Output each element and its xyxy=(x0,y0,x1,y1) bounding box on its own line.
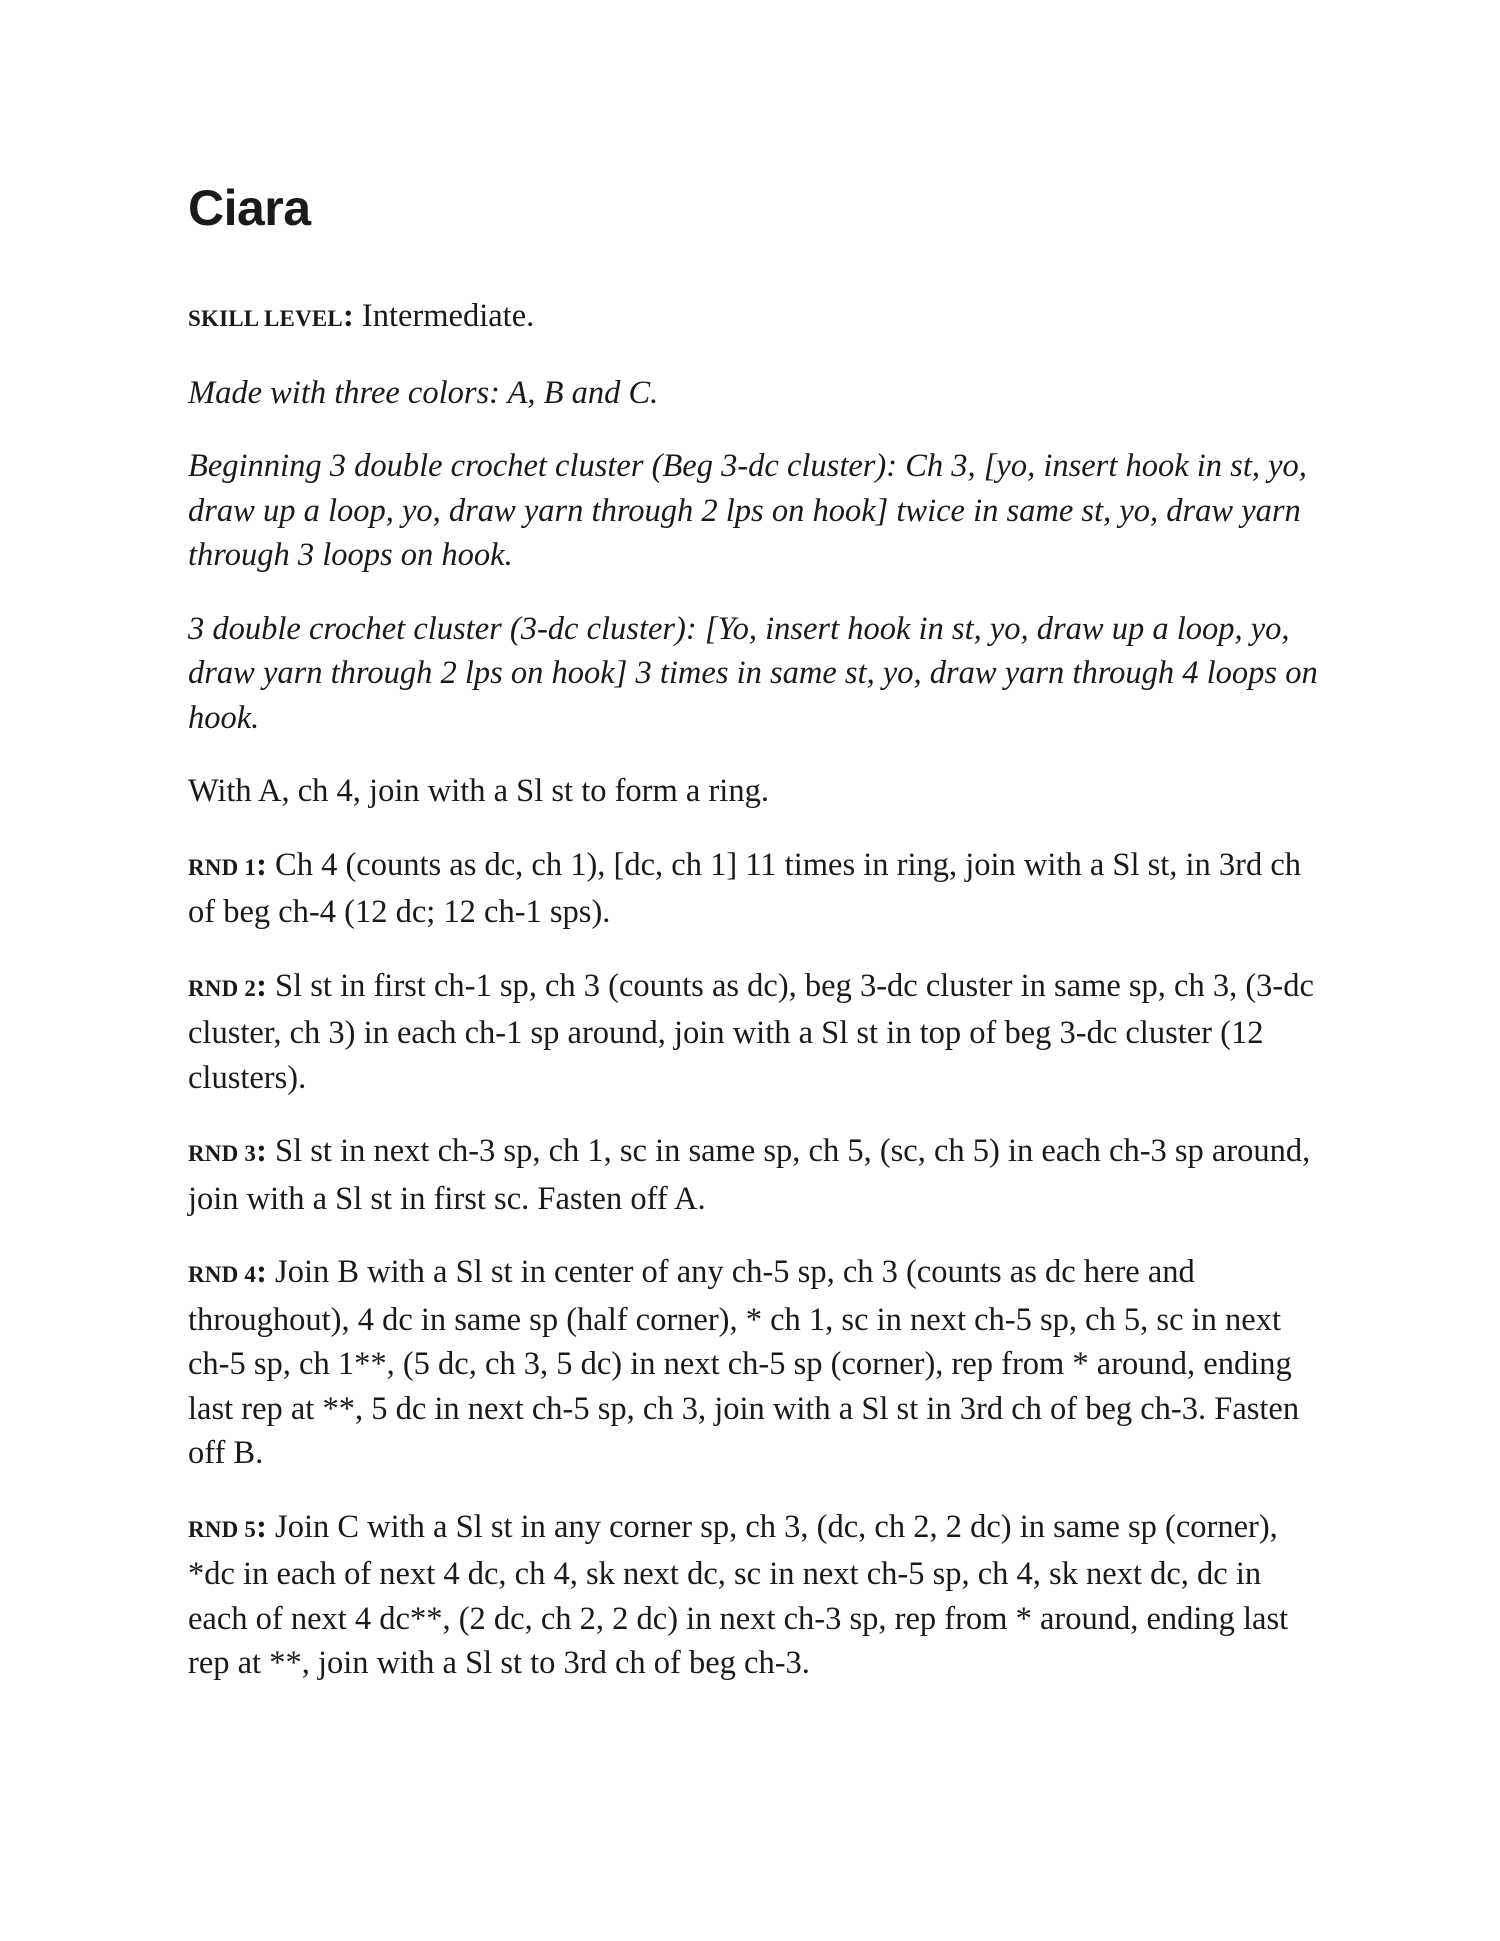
round-2-label: RND 2 xyxy=(188,975,257,1001)
round-3-label: RND 3 xyxy=(188,1141,257,1166)
round-3-text: Sl st in next ch-3 sp, ch 1, sc in same sp, ch 5, (sc, ch 5) in each ch-3 sp around, join with a Sl st in first sc. Fasten off A. xyxy=(188,1133,1311,1217)
definition-cluster: 3 double crochet cluster (3-dc cluster): [Yo, insert hook in st, yo, draw up a loop, yo, draw yarn through 2 lps on hook] 3 times in same st, yo, draw yarn through 4 loops on hook. xyxy=(188,610,1318,736)
round-1-text: Ch 4 (counts as dc, ch 1), [dc, ch 1] 11 times in ring, join with a Sl st, in 3rd ch of beg ch-4 (12 dc; 12 ch-1 sps). xyxy=(188,846,1302,930)
round-5-text: Join C with a Sl st in any corner sp, ch 3, (dc, ch 2, 2 dc) in same sp (corner), *dc in each of next 4 dc, ch 4, sk next dc, sc in next ch-5 sp, ch 4, sk next dc, dc in each of next 4 dc**, (2 dc, ch 2, 2 dc) in next ch-3 sp, rep from * around, ending last rep at **, join with a Sl st to 3rd ch of beg ch-3. xyxy=(188,1508,1289,1681)
round-1 xyxy=(188,843,1328,935)
definition-beg-cluster: Beginning 3 double crochet cluster (Beg 3-dc cluster): Ch 3, [yo, insert hook in st, yo, draw up a loop, yo, draw yarn through 2 lps on hook] twice in same st, yo, draw yarn through 3 loops on hook. xyxy=(188,448,1307,573)
round-5-colon: : xyxy=(256,1508,267,1545)
skill-level xyxy=(188,294,1328,342)
round-3-colon: : xyxy=(256,1133,267,1169)
skill-level-colon: : xyxy=(342,298,354,334)
round-5 xyxy=(188,1505,1328,1686)
round-2-colon: : xyxy=(256,967,267,1004)
round-4-colon: : xyxy=(256,1254,267,1290)
pattern-page xyxy=(188,178,1328,1715)
colors-note: Made with three colors: A, B and C. xyxy=(188,374,659,411)
round-1-colon: : xyxy=(256,846,267,883)
skill-level-label: SKILL LEVEL xyxy=(188,306,343,331)
start-instruction: With A, ch 4, join with a Sl st to form a ring. xyxy=(188,773,769,809)
round-2-text: Sl st in first ch-1 sp, ch 3 (counts as dc), beg 3-dc cluster in same sp, ch 3, (3-dc cluster, ch 3) in each ch-1 sp around, join with a Sl st in top of beg 3-dc cluster (12 clusters). xyxy=(188,967,1314,1096)
round-4-text: Join B with a Sl st in center of any ch-5 sp, ch 3 (counts as dc here and throughout), 4 dc in same sp (half corner), * ch 1, sc in next ch-5 sp, ch 5, sc in next ch-5 sp, ch 1**, (5 dc, ch 3, 5 dc) in next ch-5 sp (corner), rep from * around, ending last rep at **, 5 dc in next ch-5 sp, ch 3, join with a Sl st in 3rd ch of beg ch-3. Fasten off B. xyxy=(188,1254,1300,1471)
round-1-label: RND 1 xyxy=(188,854,257,880)
round-3 xyxy=(188,1129,1328,1221)
round-2 xyxy=(188,964,1328,1101)
round-5-label: RND 5 xyxy=(188,1516,257,1542)
round-4 xyxy=(188,1250,1328,1476)
pattern-title: Ciara xyxy=(188,180,311,236)
round-4-label: RND 4 xyxy=(188,1262,257,1287)
skill-level-value: Intermediate. xyxy=(353,298,535,334)
